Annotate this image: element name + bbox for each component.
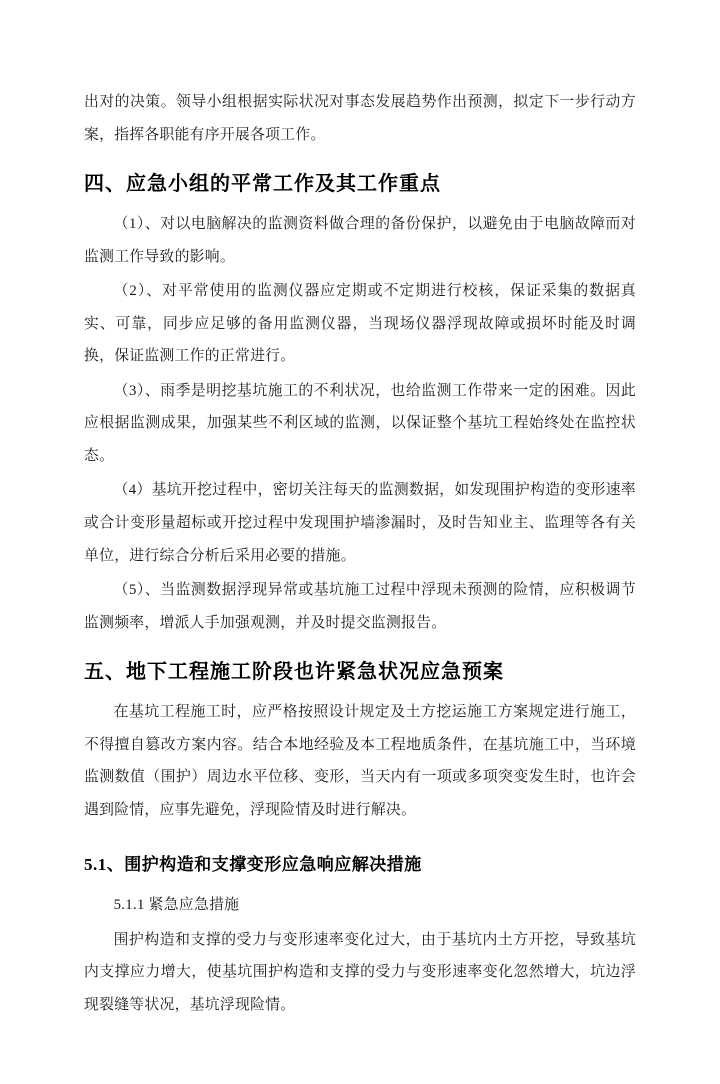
section-5-1-1-body-paragraph: 围护构造和支撑的受力与变形速率变化过大，由于基坑内土方开挖，导致基坑内支撑应力增大，使基坑围护构造和支撑的受力与变形速率变化忽然增大，坑边浮现裂缝等状况，基坑浮现险情。 [84,931,636,1014]
section-4-heading: 四、应急小组的平常工作及其工作重点 [84,173,441,196]
section-5-heading: 五、地下工程施工阶段也许紧急状况应急预案 [84,661,504,684]
section-4-item-2: （2）、对平常使用的监测仪器应定期或不定期进行校核，保证采集的数据真实、可靠，同步应足够的备用监测仪器，当现场仪器浮现故障或损坏时能及时调换，保证监测工作的正常进行。 [84,283,636,365]
section-4-item-3: （3）、雨季是明挖基坑施工的不利状况，也给监测工作带来一定的困难。因此应根据监测成果，加强某些不利区域的监测，以保证整个基坑工程始终处在监控状态。 [84,382,636,464]
section-4-item-5: （5）、当监测数据浮现异常或基坑施工过程中浮现未预测的险情，应积极调节监测频率，增派人手加强观测，并及时提交监测报告。 [84,582,636,631]
section-4-item-1: （1）、对以电脑解决的监测资料做合理的备份保护，以避免由于电脑故障而对监测工作导致的影响。 [84,216,636,265]
section-4-item-4: （4）基坑开挖过程中，密切关注每天的监测数据，如发现围护构造的变形速率或合计变形量超标或开挖过程中发现围护墙渗漏时，及时告知业主、监理等各有关单位，进行综合分析后采用必要的措施。 [84,482,636,564]
section-5-1-1-subheading: 5.1.1 紧急应急措施 [113,897,240,914]
paragraph-continuation: 出对的决策。领导小组根据实际状况对事态发展趋势作出预测，拟定下一步行动方案，指挥各职能有序开展各项工作。 [84,94,636,143]
section-5-1-heading: 5.1、围护构造和支撑变形应急响应解决措施 [84,855,422,875]
section-5-intro-paragraph: 在基坑工程施工时，应严格按照设计规定及土方挖运施工方案规定进行施工，不得擅自篡改方案内容。结合本地经验及本工程地质条件，在基坑施工中，当环境监测数值（围护）周边水平位移、变形，当天内有一项或多项突变发生时，也许会遇到险情，应事先避免，浮现险情及时进行解决。 [84,704,636,818]
